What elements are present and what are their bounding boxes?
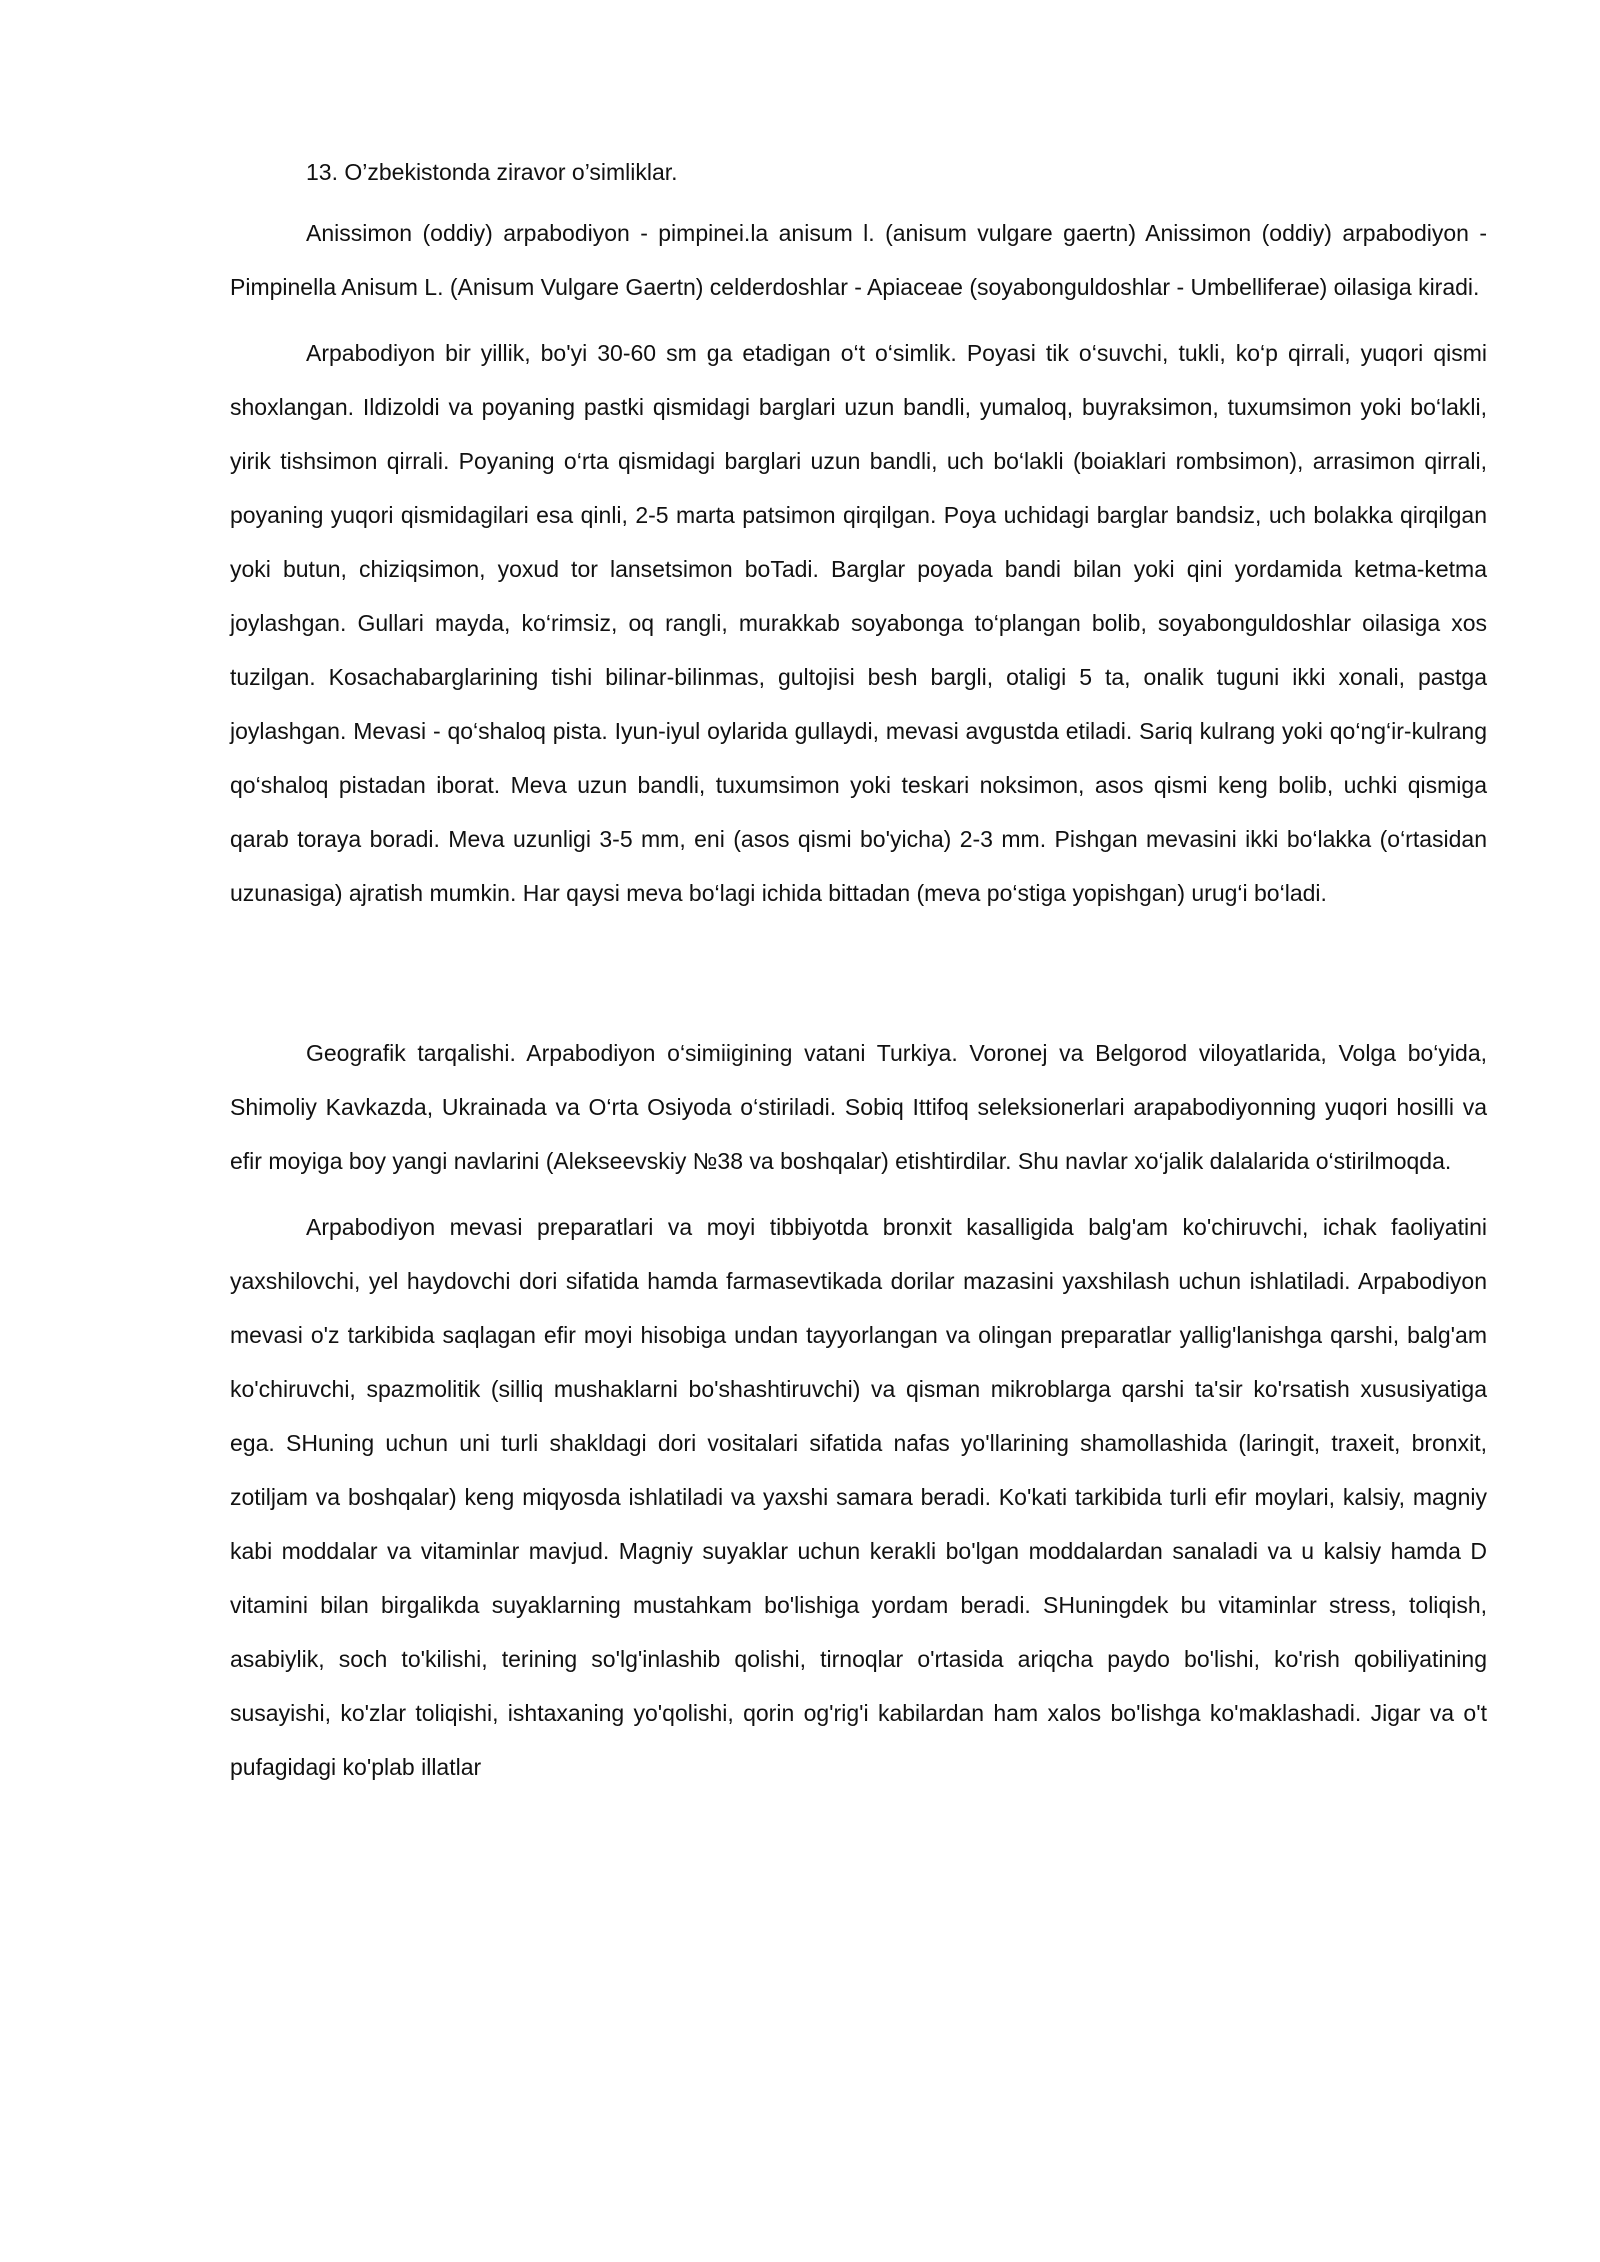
paragraph-spacer bbox=[230, 1188, 1487, 1200]
section-title: 13. O’zbekistonda ziravor o’simliklar. bbox=[306, 159, 678, 185]
paragraph-spacer bbox=[230, 314, 1487, 326]
section-spacer bbox=[230, 920, 1487, 1026]
document-body bbox=[230, 150, 1487, 1794]
paragraph-distribution: Geografik tarqalishi. Arpabodiyon o‘simiigining vatani Turkiya. Voronej va Belgorod viloyatlarida, Volga bo‘yida, Shimoliy Kavkazda, Ukrainada va O‘rta Osiyoda o‘stiriladi. Sobiq Ittifoq seleksionerlari arapabodiyonning yuqori hosilli va efir moyiga boy yangi navlarini (Alekseevskiy №38 va boshqalar) etishtirdilar. Shu navlar xo‘jalik dalalarida o‘stirilmoqda. bbox=[230, 1040, 1487, 1174]
paragraph-medical-use: Arpabodiyon mevasi preparatlari va moyi tibbiyotda bronxit kasalligida balg'am ko'chiruvchi, ichak faoliyatini yaxshilovchi, yel haydovchi dori sifatida hamda farmasevtikada dorilar mazasini yaxshilash uchun ishlatiladi. Arpabodiyon mevasi o'z tarkibida saqlagan efir moyi hisobiga undan tayyorlangan va olingan preparatlar yallig'lanishga qarshi, balg'am ko'chiruvchi, spazmolitik (silliq mushaklarni bo'shashtiruvchi) va qisman mikroblarga qarshi ta'sir ko'rsatish xususiyatiga ega. SHuning uchun uni turli shakldagi dori vositalari sifatida nafas yo'llarining shamollashida (laringit, traxeit, bronxit, zotiljam va boshqalar) keng miqyosda ishlatiladi va yaxshi samara beradi. Ko'kati tarkibida turli efir moylari, kalsiy, magniy kabi moddalar va vitaminlar mavjud. Magniy suyaklar uchun kerakli bo'lgan moddalardan sanaladi va u kalsiy hamda D vitamini bilan birgalikda suyaklarning mustahkam bo'lishiga yordam beradi. SHuningdek bu vitaminlar stress, toliqish, asabiylik, soch to'kilishi, terining so'lg'inlashib qolishi, tirnoqlar o'rtasida ariqcha paydo bo'lishi, ko'rish qobiliyatining susayishi, ko'zlar toliqishi, ishtaxaning yo'qolishi, qorin og'rig'i kabilardan ham xalos bo'lishga ko'maklashadi. Jigar va o't pufagidagi ko'plab illatlar bbox=[230, 1214, 1487, 1780]
paragraph-classification: Anissimon (oddiy) arpabodiyon - pimpinei.la anisum l. (anisum vulgare gaertn) Anissimon (oddiy) arpabodiyon - Pimpinella Anisum L. (Anisum Vulgare Gaertn) celderdoshlar - Apiaceae (soyabonguldoshlar - Umbelliferae) oilasiga kiradi. bbox=[230, 220, 1487, 300]
paragraph-morphology: Arpabodiyon bir yillik, bo'yi 30-60 sm ga etadigan o‘t o‘simlik. Poyasi tik o‘suvchi, tukli, ko‘p qirrali, yuqori qismi shoxlangan. Ildizoldi va poyaning pastki qismidagi barglari uzun bandli, yumaloq, buyraksimon, tuxumsimon yoki bo‘lakli, yirik tishsimon qirrali. Poyaning o‘rta qismidagi barglari uzun bandli, uch bo‘lakli (boiaklari rombsimon), arrasimon qirrali, poyaning yuqori qismidagilari esa qinli, 2-5 marta patsimon qirqilgan. Poya uchidagi barglar bandsiz, uch bolakka qirqilgan yoki butun, chiziqsimon, yoxud tor lansetsimon boTadi. Barglar poyada bandi bilan yoki qini yordamida ketma-ketma joylashgan. Gullari mayda, ko‘rimsiz, oq rangli, murakkab soyabonga to‘plangan bolib, soyabonguldoshlar oilasiga xos tuzilgan. Kosachabarglarining tishi bilinar-bilinmas, gultojisi besh bargli, otaligi 5 ta, onalik tuguni ikki xonali, pastga joylashgan. Mevasi - qo‘shaloq pista. Iyun-iyul oylarida gullaydi, mevasi avgustda etiladi. Sariq kulrang yoki qo‘ng‘ir-kulrang qo‘shaloq pistadan iborat. Meva uzun bandli, tuxumsimon yoki teskari noksimon, asos qismi keng bolib, uchki qismiga qarab toraya boradi. Meva uzunligi 3-5 mm, eni (asos qismi bo'yicha) 2-3 mm. Pishgan mevasini ikki bo‘lakka (o‘rtasidan uzunasiga) ajratish mumkin. Har qaysi meva bo‘lagi ichida bittadan (meva po‘stiga yopishgan) urug‘i bo‘ladi. bbox=[230, 340, 1487, 906]
